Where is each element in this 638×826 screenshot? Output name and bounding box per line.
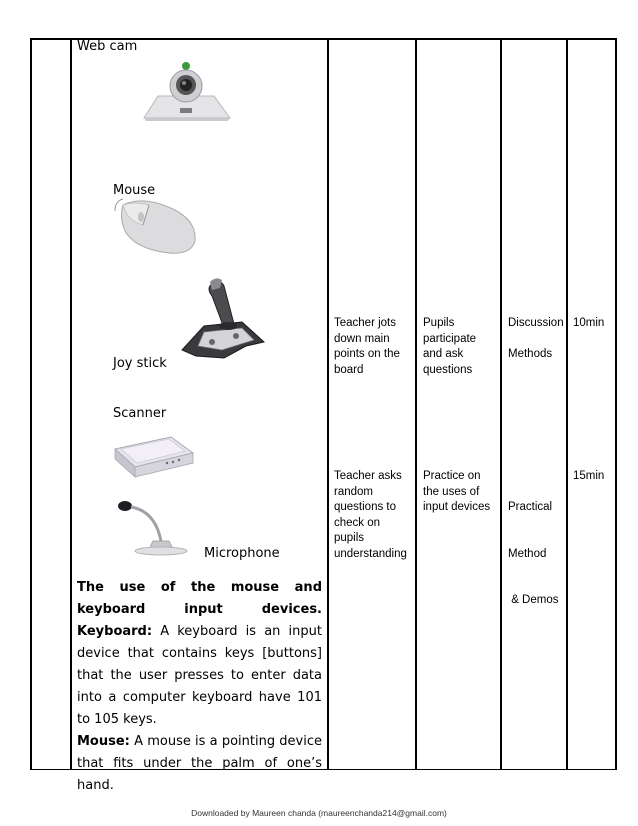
- row1-pupil-activity: Pupils participate and ask questions: [423, 317, 477, 376]
- row2-pupil-activity: Practice on the uses of input devices: [423, 470, 491, 513]
- lesson-content: [77, 577, 322, 797]
- webcam-image: [140, 56, 232, 122]
- joystick-label: Joy stick: [113, 356, 167, 371]
- content-heading: The use of the mouse and keyboard input devices.: [77, 580, 322, 617]
- table-border-col4: [500, 38, 502, 770]
- row2-time: 15min: [573, 470, 605, 482]
- table-border-col2: [327, 38, 329, 770]
- mouse-term: Mouse:: [77, 734, 130, 749]
- microphone-label: Microphone: [204, 546, 280, 561]
- joystick-image: [176, 276, 268, 360]
- microphone-image: [113, 495, 193, 557]
- row1-time: 10min: [573, 317, 605, 329]
- mouse-definition: [77, 731, 322, 797]
- table-border-left: [30, 38, 32, 770]
- mouse-image: [113, 197, 199, 257]
- table-border-col1: [70, 38, 72, 770]
- download-footer: Downloaded by Maureen chanda (maureenchanda214@gmail.com): [191, 808, 447, 818]
- keyboard-text: A keyboard is an input device that contains keys [buttons] that the user presses to enter data into a computer keyboard have 101 to 105 keys.: [77, 624, 322, 727]
- row2-teacher-activity: Teacher asks random questions to check on pupils understanding: [334, 470, 407, 560]
- scanner-label: Scanner: [113, 406, 167, 421]
- mouse-text: A mouse is a pointing device that fits under the palm of one’s hand.: [77, 734, 322, 793]
- table-border-col5: [566, 38, 568, 770]
- webcam-label: Web cam: [77, 39, 138, 54]
- keyboard-term: Keyboard:: [77, 624, 153, 639]
- table-border-right: [615, 38, 617, 770]
- row2-method: Practical Method & Demos: [508, 501, 559, 606]
- scanner-image: [113, 431, 195, 479]
- row1-teacher-activity: Teacher jots down main points on the board: [334, 317, 400, 376]
- mouse-label: Mouse: [113, 183, 156, 198]
- keyboard-definition: [77, 621, 322, 731]
- row1-method: Discussion Methods: [508, 317, 564, 360]
- table-border-col3: [415, 38, 417, 770]
